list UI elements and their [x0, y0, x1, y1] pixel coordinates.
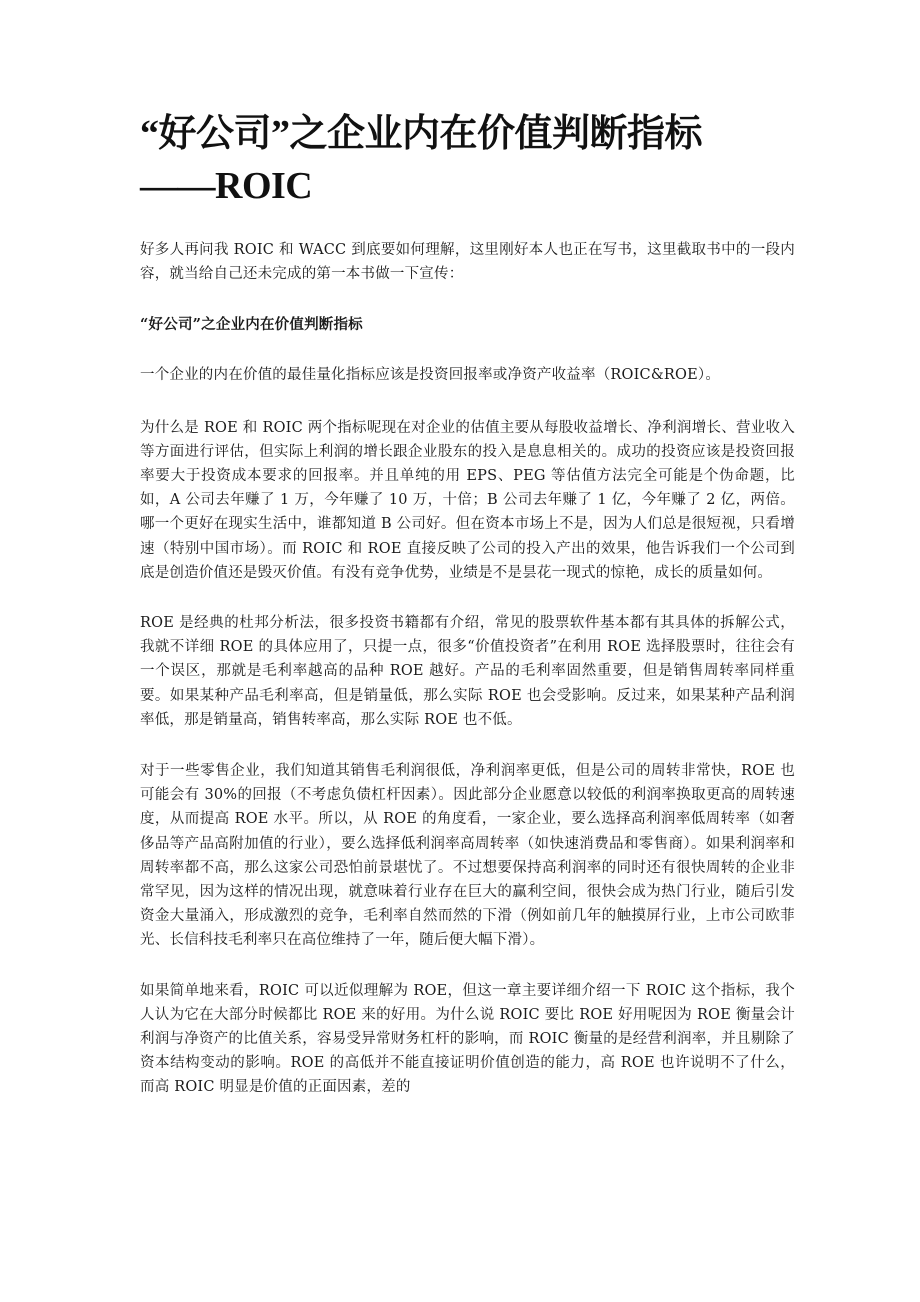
intro-paragraph: 好多人再问我 ROIC 和 WACC 到底要如何理解，这里刚好本人也正在写书，这里截取书中的一段内容，就当给自己还未完成的第一本书做一下宣传：: [140, 242, 795, 283]
section-heading: “好公司”之企业内在价值判断指标: [140, 316, 363, 334]
body-paragraph-5: 如果简单地来看，ROIC 可以近似理解为 ROE，但这一章主要详细介绍一下 ROIC 这个指标，我个人认为它在大部分时候都比 ROE 来的好用。为什么说 ROIC 要比 ROE 好用呢因为 ROE 衡量会计利润与净资产的比值关系，容易受异常财务杠杆的影响，而 ROIC 衡量的是经营利润率，并且剔除了资本结构变动的影响。ROE 的高低并不能直接证明价值创造的能力，高 ROE 也许说明不了什么，而高 ROIC 明显是价值的正面因素，差的: [140, 982, 795, 1096]
article-title-line-2: ——ROIC: [140, 165, 313, 207]
body-paragraph-4: 对于一些零售企业，我们知道其销售毛利润很低，净利润率更低，但是公司的周转非常快，ROE 也可能会有 30%的回报（不考虑负债杠杆因素）。因此部分企业愿意以较低的利润率换取更高的周转速度，从而提高 ROE 水平。所以，从 ROE 的角度看，一家企业，要么选择高利润率低周转率（如奢侈品等产品高附加值的行业），要么选择低利润率高周转率（如快速消费品和零售商）。如果利润率和周转率都不高，那么这家公司恐怕前景堪忧了。不过想要保持高利润率的同时还有很快周转的企业非常罕见，因为这样的情况出现，就意味着行业存在巨大的赢利空间，很快会成为热门行业，随后引发资金大量涌入，形成激烈的竞争，毛利率自然而然的下滑（例如前几年的触摸屏行业，上市公司欧菲光、长信科技毛利率只在高位维持了一年，随后便大幅下滑）。: [140, 763, 795, 949]
body-paragraph-2: 为什么是 ROE 和 ROIC 两个指标呢现在对企业的估值主要从每股收益增长、净利润增长、营业收入等方面进行评估，但实际上利润的增长跟企业股东的投入是息息相关的。成功的投资应该是投资回报率要大于投资成本要求的回报率。并且单纯的用 EPS、PEG 等估值方法完全可能是个伪命题，比如，A 公司去年赚了 1 万，今年赚了 10 万，十倍；B 公司去年赚了 1 亿，今年赚了 2 亿，两倍。哪一个更好在现实生活中，谁都知道 B 公司好。但在资本市场上不是，因为人们总是很短视，只看增速（特别中国市场）。而 ROIC 和 ROE 直接反映了公司的投入产出的效果，他告诉我们一个公司到底是创造价值还是毁灭价值。有没有竞争优势，业绩是不是昙花一现式的惊艳，成长的质量如何。: [140, 419, 795, 581]
body-paragraph-1: 一个企业的内在价值的最佳量化指标应该是投资回报率或净资产收益率（ROIC&ROE）。: [140, 367, 721, 384]
article-title: [140, 108, 795, 212]
body-paragraph-3: ROE 是经典的杜邦分析法，很多投资书籍都有介绍，常见的股票软件基本都有其具体的拆解公式，我就不详细 ROE 的具体应用了，只提一点，很多“价值投资者”在利用 ROE 选择股票时，往往会有一个误区，那就是毛利率越高的品种 ROE 越好。产品的毛利率固然重要，但是销售周转率同样重要。如果某种产品毛利率高，但是销量低，那么实际 ROE 也会受影响。反过来，如果某种产品利润率低，那是销量高，销售转率高，那么实际 ROE 也不低。: [140, 615, 795, 728]
article-title-line-1: “好公司”之企业内在价值判断指标: [140, 113, 703, 155]
document-page: [140, 108, 795, 1100]
